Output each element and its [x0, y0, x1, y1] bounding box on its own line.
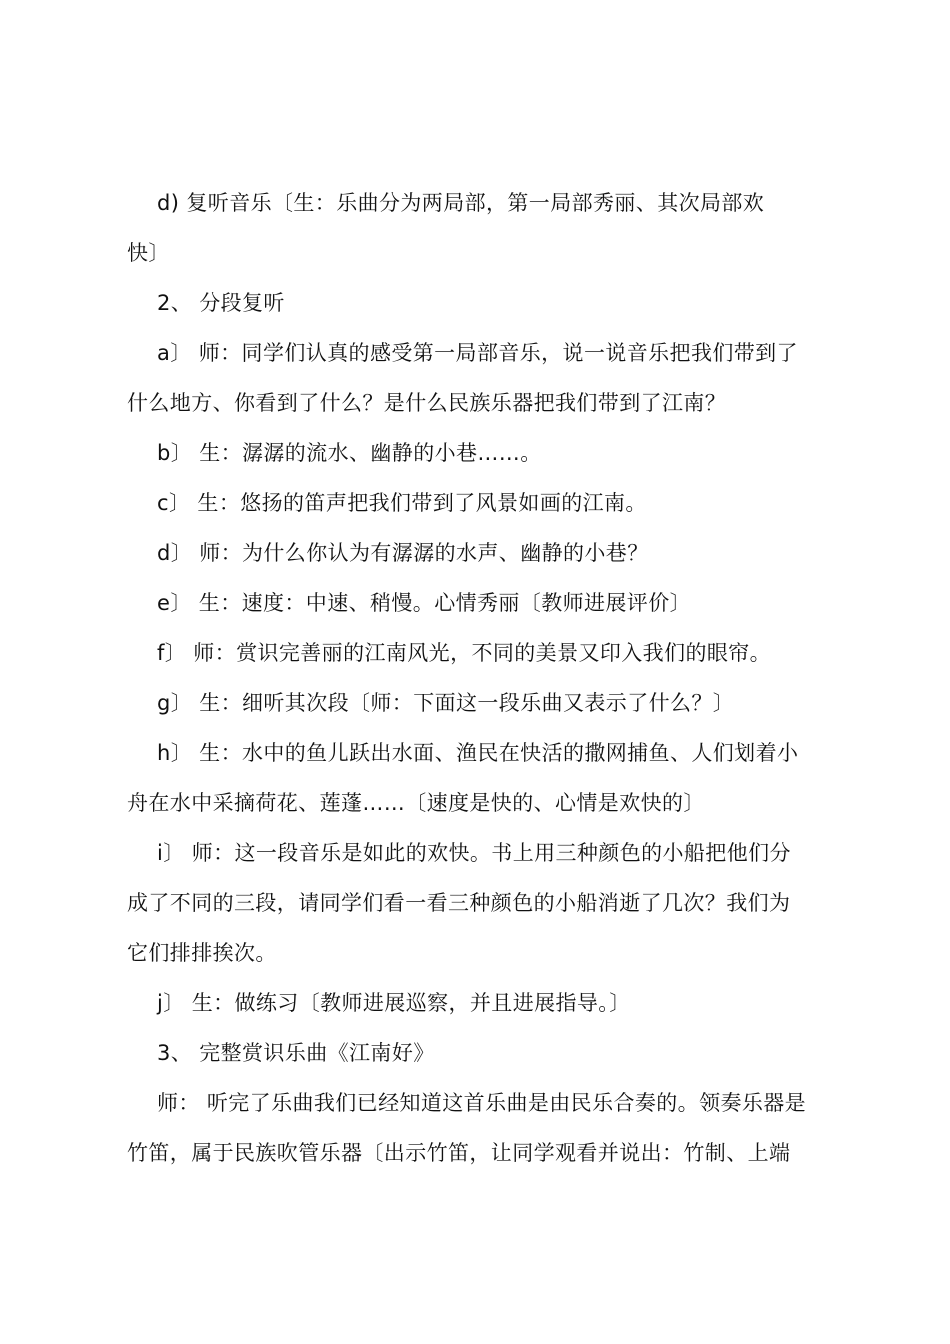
paragraph-line: h〕 生：水中的鱼儿跃出水面、渔民在快活的撒网捕鱼、人们划着小 [157, 741, 799, 765]
paragraph-line: d〕 师：为什么你认为有潺潺的水声、幽静的小巷？ [157, 541, 649, 565]
paragraph-line: b〕 生：潺潺的流水、幽静的小巷……。 [157, 441, 542, 465]
paragraph-line: f〕 师：赏识完善丽的江南风光，不同的美景又印入我们的眼帘。 [157, 641, 772, 665]
paragraph-line: g〕 生：细听其次段〔师：下面这一段乐曲又表示了什么？〕 [157, 691, 735, 715]
paragraph-line: 竹笛，属于民族吹管乐器〔出示竹笛，让同学观看并说出：竹制、上端 [127, 1141, 791, 1165]
paragraph-line: 它们排排挨次。 [127, 941, 277, 965]
paragraph-line: 舟在水中采摘荷花、莲蓬……〔速度是快的、心情是欢快的〕 [127, 791, 705, 815]
section-heading: 3、 完整赏识乐曲《江南好》 [157, 1041, 435, 1065]
paragraph-line: 师： 听完了乐曲我们已经知道这首乐曲是由民乐合奏的。领奏乐器是 [157, 1091, 807, 1115]
paragraph-line: e〕 生：速度：中速、稍慢。心情秀丽〔教师进展评价〕 [157, 591, 691, 615]
document-body [127, 178, 837, 1178]
paragraph-line: 什么地方、你看到了什么？是什么民族乐器把我们带到了江南？ [127, 391, 727, 415]
paragraph-line: d) 复听音乐〔生：乐曲分为两局部，第一局部秀丽、其次局部欢 [157, 191, 765, 215]
paragraph-line: c〕 生：悠扬的笛声把我们带到了风景如画的江南。 [157, 491, 647, 515]
paragraph-line: i〕 师：这一段音乐是如此的欢快。书上用三种颜色的小船把他们分 [157, 841, 791, 865]
paragraph-line: j〕 生：做练习〔教师进展巡察，并且进展指导。〕 [157, 991, 631, 1015]
paragraph-line: 成了不同的三段，请同学们看一看三种颜色的小船消逝了几次？我们为 [127, 891, 791, 915]
paragraph-line: a〕 师：同学们认真的感受第一局部音乐，说一说音乐把我们带到了 [157, 341, 798, 365]
section-heading: 2、 分段复听 [157, 291, 285, 315]
paragraph-line: 快〕 [127, 241, 170, 265]
